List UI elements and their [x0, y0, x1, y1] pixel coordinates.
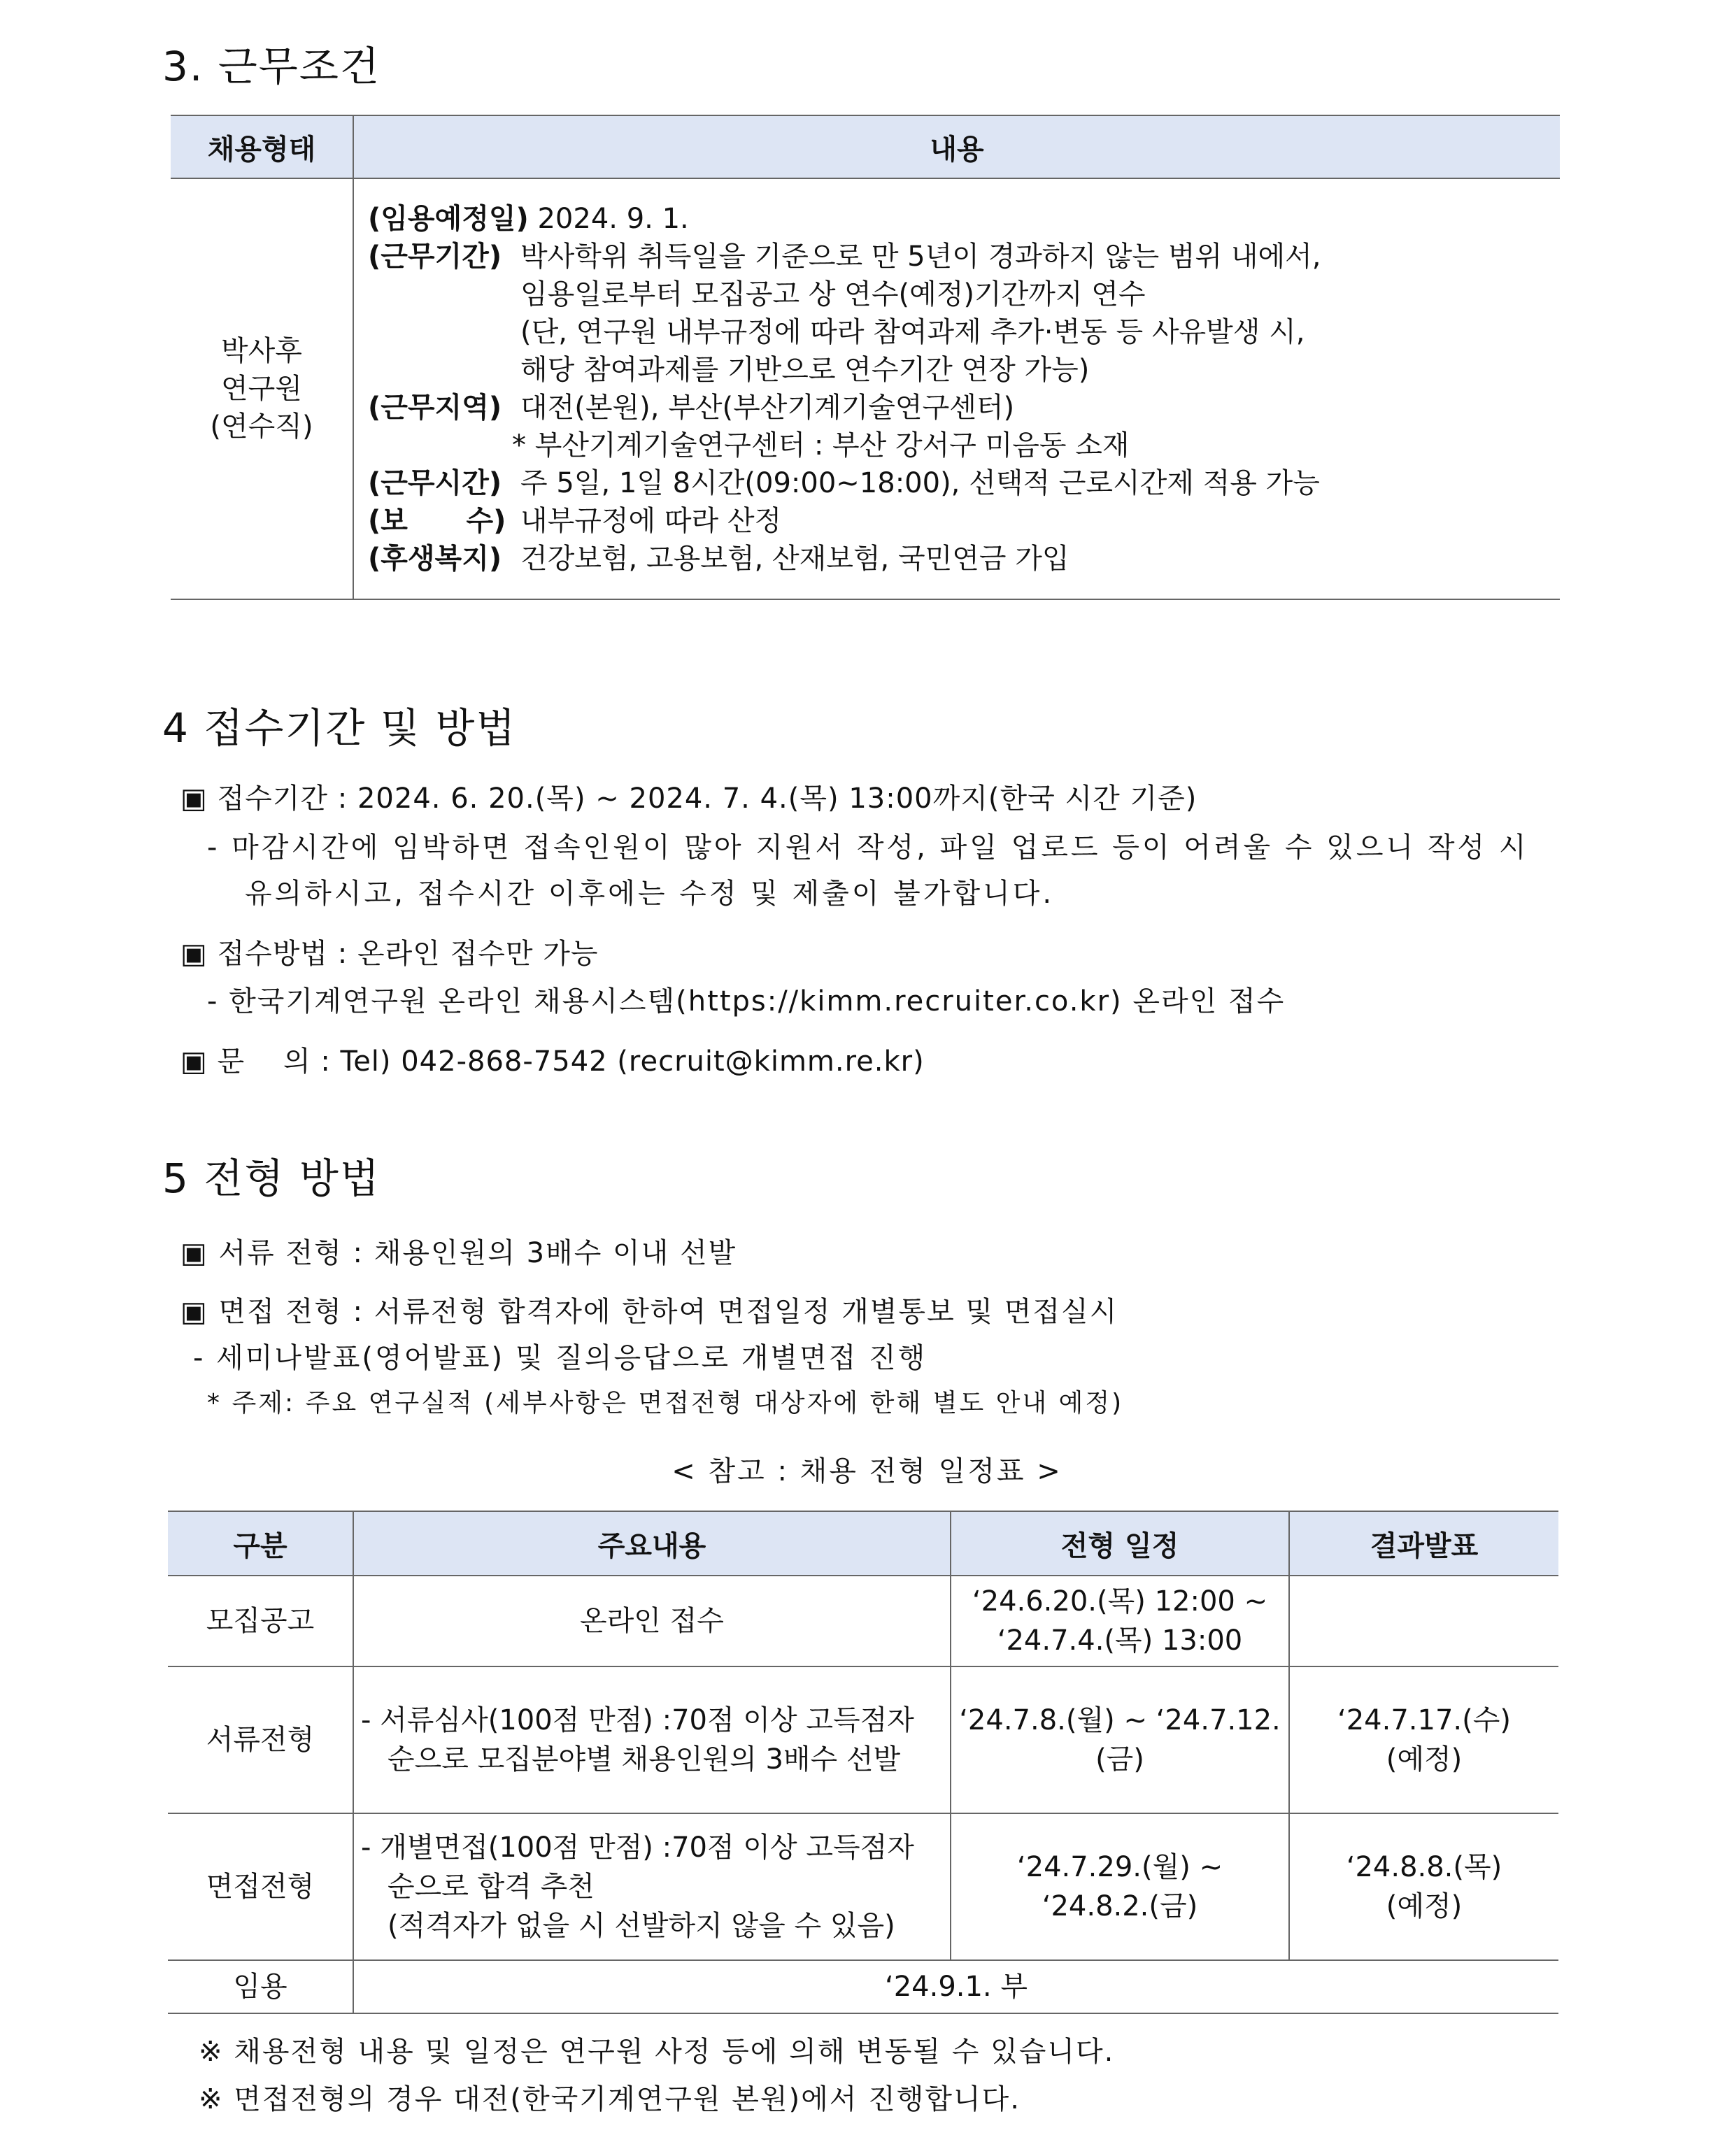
period-line: 해당 참여과제를 기반으로 연수기간 연장 가능) — [520, 354, 1090, 386]
type-line: (연수직) — [210, 411, 313, 443]
hours-value: 주 5일, 1일 8시간(09:00~18:00), 선택적 근로시간제 적용 가능 — [520, 467, 1320, 499]
schedule-line: ‘24.8.2.(금) — [1042, 1890, 1198, 1922]
result-cell — [1289, 1576, 1558, 1666]
content-line: - 서류심사(100점 만점) :70점 이상 고득점자 — [361, 1704, 914, 1736]
schedule-line: ‘24.7.29.(월) ~ — [1016, 1851, 1223, 1883]
section-5-title: 5 전형 방법 — [162, 1155, 381, 1202]
schedule-table — [168, 1511, 1558, 2014]
schedule-cell: ‘24.7.8.(월) ~ ‘24.7.12.(금) — [951, 1666, 1289, 1813]
period-row — [368, 238, 1560, 276]
interview-item: ▣ 면접 전형 : 서류전형 합격자에 한하여 면접일정 개별통보 및 면접실시 — [180, 1296, 1118, 1328]
employment-type-cell — [171, 178, 353, 599]
method-note: - 한국기계연구원 온라인 채용시스템(https://kimm.recruiter.co.kr) 온라인 접수 — [207, 985, 1286, 1018]
section-4-title: 4 접수기간 및 방법 — [162, 704, 517, 752]
schedule-caption: < 참고 : 채용 전형 일정표 > — [671, 1455, 1063, 1487]
header-employment-type: 채용형태 — [171, 115, 353, 178]
appointment-label: (임용예정일) — [368, 203, 529, 235]
table-row — [168, 1576, 1558, 1666]
period-item: ▣ 접수기간 : 2024. 6. 20.(목) ~ 2024. 7. 4.(목) 13:00까지(한국 시간 기준) — [180, 783, 1198, 815]
content-cell — [353, 1813, 951, 1960]
stage-cell: 면접전형 — [168, 1813, 353, 1960]
table-row — [168, 1813, 1558, 1960]
doc-screen-item: ▣ 서류 전형 : 채용인원의 3배수 이내 선발 — [180, 1237, 737, 1269]
hours-label: (근무시간) — [368, 467, 502, 499]
section-3-title: 3. 근무조건 — [162, 43, 381, 90]
period-line: (단, 연구원 내부규정에 따라 참여과제 추가·변동 등 사유발생 시, — [520, 316, 1305, 348]
stage-cell: 모집공고 — [168, 1576, 353, 1666]
result-line: (예정) — [1386, 1743, 1463, 1776]
conditions-cell — [353, 178, 1560, 599]
result-line: ‘24.8.8.(목) — [1346, 1851, 1502, 1883]
pay-row — [368, 502, 1560, 540]
interview-note: - 세미나발표(영어발표) 및 질의응답으로 개별면접 진행 — [193, 1342, 928, 1374]
type-line: 박사후 — [221, 335, 302, 367]
header-result: 결과발표 — [1289, 1511, 1558, 1576]
contact-item: ▣ 문 의 : Tel) 042-868-7542 (recruit@kimm.re.kr) — [180, 1045, 925, 1078]
result-line: ‘24.7.17.(수) — [1337, 1704, 1511, 1736]
welfare-value: 건강보험, 고용보험, 산재보험, 국민연금 가입 — [520, 543, 1069, 575]
hours-row — [368, 464, 1560, 502]
period-line: 임용일로부터 모집공고 상 연수(예정)기간까지 연수 — [520, 278, 1146, 310]
period-note: 유의하시고, 접수시간 이후에는 수정 및 제출이 불가합니다. — [245, 878, 1055, 910]
appointment-row — [368, 200, 1560, 238]
period-note: - 마감시간에 임박하면 접속인원이 많아 지원서 작성, 파일 업로드 등이 어려울 수 있으니 작성 시 — [207, 831, 1529, 864]
method-item: ▣ 접수방법 : 온라인 접수만 가능 — [180, 938, 599, 970]
appointment-value: 2024. 9. 1. — [537, 203, 689, 235]
content-line: 순으로 합격 추천 — [388, 1871, 595, 1903]
content-cell — [353, 1666, 951, 1813]
type-line: 연구원 — [221, 373, 302, 405]
location-value: 대전(본원), 부산(부산기계기술연구센터) — [520, 392, 1015, 424]
stage-cell: 서류전형 — [168, 1666, 353, 1813]
schedule-line: ‘24.6.20.(목) 12:00 ~ — [972, 1585, 1268, 1618]
content-line: (적격자가 없을 시 선발하지 않을 수 있음) — [388, 1910, 895, 1942]
stage-cell: 임용 — [168, 1960, 353, 2013]
welfare-row — [368, 540, 1560, 578]
location-label: (근무지역) — [368, 392, 502, 424]
header-main-content: 주요내용 — [353, 1511, 951, 1576]
welfare-label: (후생복지) — [368, 543, 502, 575]
footnote: ※ 면접전형의 경우 대전(한국기계연구원 본원)에서 진행합니다. — [199, 2083, 1021, 2115]
content-line: - 개별면접(100점 만점) :70점 이상 고득점자 — [361, 1832, 914, 1864]
table-row — [168, 1666, 1558, 1813]
header-schedule: 전형 일정 — [951, 1511, 1289, 1576]
pay-value: 내부규정에 따라 산정 — [520, 505, 782, 537]
period-line: 박사학위 취득일을 기준으로 만 5년이 경과하지 않는 범위 내에서, — [520, 241, 1321, 273]
work-conditions-table — [171, 115, 1560, 600]
footnote: ※ 채용전형 내용 및 일정은 연구원 사정 등에 의해 변동될 수 있습니다. — [199, 2036, 1115, 2068]
pay-label: (보 수) — [368, 505, 506, 537]
schedule-line: ‘24.7.4.(목) 13:00 — [997, 1625, 1243, 1657]
location-row — [368, 389, 1560, 427]
result-cell — [1289, 1813, 1558, 1960]
content-line: 순으로 모집분야별 채용인원의 3배수 선발 — [388, 1743, 901, 1776]
content-cell: 온라인 접수 — [353, 1576, 951, 1666]
header-stage: 구분 — [168, 1511, 353, 1576]
header-content: 내용 — [353, 115, 1560, 178]
location-note: * 부산기계기술연구센터 : 부산 강서구 미음동 소재 — [512, 429, 1130, 462]
topic-note: * 주제: 주요 연구실적 (세부사항은 면접전형 대상자에 한해 별도 안내 예정) — [207, 1389, 1124, 1418]
content-cell: ‘24.9.1. 부 — [353, 1960, 1558, 2013]
period-label: (근무기간) — [368, 241, 502, 273]
result-cell — [1289, 1666, 1558, 1813]
schedule-cell — [951, 1813, 1289, 1960]
result-line: (예정) — [1386, 1890, 1463, 1922]
table-row — [168, 1960, 1558, 2013]
schedule-cell — [951, 1576, 1289, 1666]
